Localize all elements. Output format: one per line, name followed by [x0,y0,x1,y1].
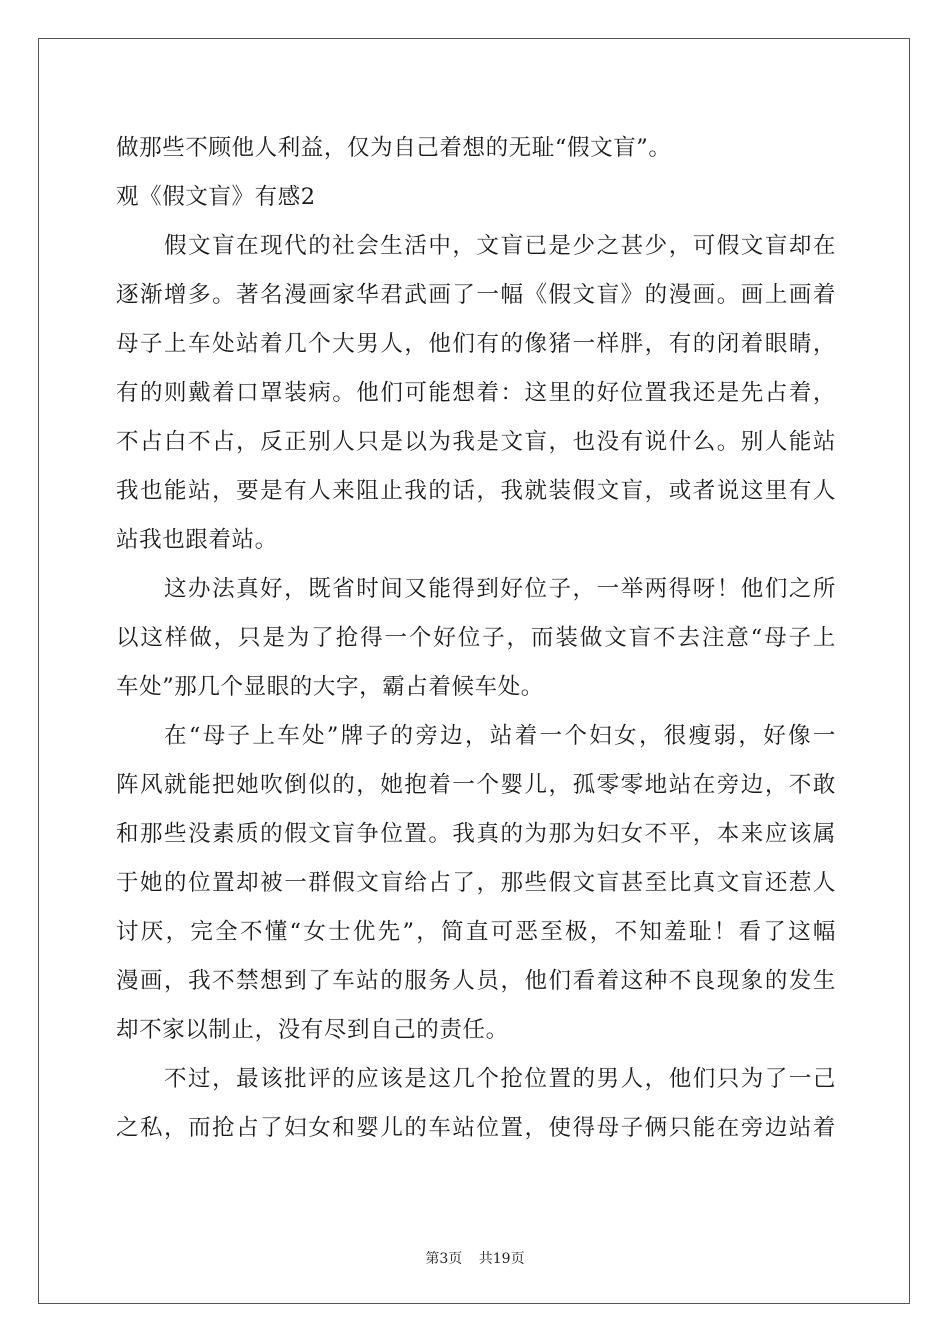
text-line: 假文盲在现代的社会生活中，文盲已是少之甚少，可假文盲却在 [164,233,836,259]
text-line: 我也能站，要是有人来阻止我的话，我就装假文盲，或者说这里有人 [116,478,836,504]
text-line: 以这样做，只是为了抢得一个好位子，而装做文盲不去注意“母子上 [116,625,836,651]
text-line: 和那些没素质的假文盲争位置。我真的为那为妇女不平，本来应该属 [116,821,836,847]
text-line: 却不家以制止，没有尽到自己的责任。 [116,1017,509,1043]
text-line: 有的则戴着口罩装病。他们可能想着：这里的好位置我还是先占着， [116,380,836,406]
document-body [116,124,836,1153]
text-line: 之私，而抢占了妇女和婴儿的车站位置，使得母子俩只能在旁边站着 [116,1115,836,1141]
text-line: 做那些不顾他人利益，仅为自己着想的无耻“假文盲”。 [116,135,672,161]
text-line: 讨厌，完全不懂“女士优先”，简直可恶至极，不知羞耻！看了这幅 [116,919,836,945]
text-line: 在“母子上车处”牌子的旁边，站着一个妇女，很瘦弱，好像一 [164,723,836,749]
text-line: 站我也跟着站。 [116,527,278,553]
text-line: 车处”那几个显眼的大字，霸占着候车处。 [116,674,544,700]
current-page-label: 第3页 [425,1251,463,1267]
text-line: 这办法真好，既省时间又能得到好位子，一举两得呀！他们之所 [164,576,836,602]
text-line: 观《假文盲》有感2 [116,184,316,210]
text-line: 于她的位置却被一群假文盲给占了，那些假文盲甚至比真文盲还惹人 [116,870,836,896]
text-line: 母子上车处站着几个大男人，他们有的像猪一样胖，有的闭着眼睛， [116,331,836,357]
text-line: 不过，最该批评的应该是这几个抢位置的男人，他们只为了一己 [164,1066,836,1092]
text-line: 漫画，我不禁想到了车站的服务人员，他们看着这种不良现象的发生 [116,968,836,994]
text-line: 阵风就能把她吹倒似的，她抱着一个婴儿，孤零零地站在旁边，不敢 [116,772,836,798]
text-line: 逐渐增多。著名漫画家华君武画了一幅《假文盲》的漫画。画上画着 [116,282,836,308]
page-footer [0,1248,950,1268]
total-pages-label: 共19页 [478,1251,525,1267]
text-line: 不占白不占，反正别人只是以为我是文盲，也没有说什么。别人能站 [116,429,836,455]
